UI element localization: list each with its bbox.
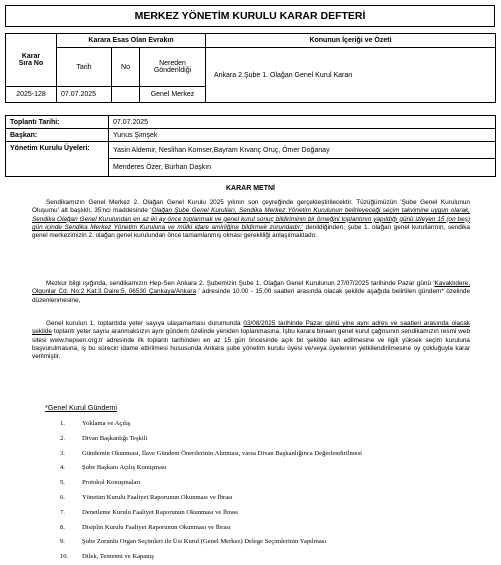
agenda-item: 8. Disiplin Kurulu Faaliyet Raporunun Okunması ve İbrası (60, 523, 231, 531)
agenda-item: 9. Şube Zorunlu Organ Seçimleri ile Üst Kurul (Genel Merkez) Delege Seçimlerinin Yapılması (60, 538, 327, 546)
karar-paragraph-3: Genel kurulun 1. toplantıda yeter sayıya ulaşamaması durumunda 03/08/2025 tarihinde Pazar günü yine aynı adres ve saatleri arasında olacak şekilde toplantı yeter sayısı aranmaksızın aynı gündem özelinde yeniden toplanmasına, İşbu karara binaen genel kurul çağrısının sendikamızın resmi web sitesi www.hepsen.org.tr adresinde ilk toplantı tarihinden en az 15 gün öncesinde açık bir şekilde ilan edilmesine ve ilgili yüksek seçim kuruluna başvurulmasına, iş bu sürecin idame ettirilmesi hususunda Ankara şube yönetim kurulu üyesi ve/veya üyelerinin yetkilendirilmesine oy çokluğuyla karar verilmiştir. (32, 320, 470, 361)
baskan-value: Yunus Şimşek (109, 129, 496, 142)
karar-paragraph-1: Sendikamızın Genel Merkez 2. Olağan Genel Kurulu 2025 yılının son çeyreğinde gerçekleştirilecektir. Tüzüğümüzün 'Şube Genel Kurulunun Oluşumu' alt başlıklı, 35'nci maddesinde 'Olağan Şube Genel Kurulları, Sendika Merkez Yönetim Kurulunun belirleyeceği seçim takvimine uygun olarak, Sendika Olağan Genel Kurulundan en az iki ay önce toplanmak ve genel kurul sonuç bildiriminin bir örneğini toplantının yapıldığı günü izleyen 15 (on beş) gün içinde Sendika Merkez Yönetim Kuruluna ve mülki idare amirliğine bildirmek zorundadır.' denildiğinden, şube 1. olağan genel kurullarının, sendika genel merkezimizin 2. olağan genel kurulundan önce tamamlanmış olması gerekliliği anlaşılmaktadır. (32, 199, 470, 240)
toplanti-tarihi-value: 07.07.2025 (109, 116, 496, 129)
agenda-list (60, 417, 362, 565)
document-title: MERKEZ YÖNETİM KURULU KARAR DEFTERİ (5, 5, 495, 27)
agenda-item: 6. Yönetim Kurulu Faaliyet Raporunun Okunması ve İbrası (60, 493, 233, 501)
agenda-title: *Genel Kurul Gündemi (45, 403, 117, 412)
baskan-label: Başkan: (6, 129, 109, 142)
nereden-column-header: Nereden Gönderildiği (140, 48, 206, 87)
agenda-item: 1. Yoklama ve Açılış (60, 420, 131, 427)
agenda-item: 3. Gündemin Okunması, İlave Gündem Önerilerinin Alınması, varsa Divan Başkanlığınca Değerlendirilmesi (60, 449, 362, 457)
toplanti-tarihi-label: Toplantı Tarihi: (6, 116, 109, 129)
uyeler-line-2: Menderes Özer, Burhan Daşkın (109, 159, 496, 177)
konu-value: Ankara 2.Şube 1. Olağan Genel Kurul Kararı (206, 48, 496, 103)
nereden-value: Genel Merkez (140, 87, 206, 103)
agenda-item: 5. Protokol Konuşmaları (60, 479, 141, 487)
agenda-item: 7. Denetleme Kurulu Faaliyet Raporunun Okunması ve İbrası (60, 508, 239, 516)
karar-sira-no-value: 2025-128 (6, 87, 57, 103)
tarih-value: 07.07.2025 (57, 87, 112, 103)
agenda-item: 4. Şube Başkanı Açılış Konuşması (60, 464, 167, 472)
karar-paragraph-2: Mezkur bilgi ışığında, sendikamızın Hep-Sen Ankara 2. Şubemizin Şube 1. Olağan Genel Kurulunun 27/07/2025 tarihinde Pazar günü 'Kavaklıdere, Olgunlar Cd. No:2 Kat:3 Daire:5, 06530 Çankaya/Ankara ' adresinde 10.00 - 15.00 saatleri arasında olacak şekilde aşağıda belirtilen gündem* özelinde düzenlenmesine, (32, 280, 471, 304)
uyeler-line-1: Yasin Aldemir, Neslihan Komser,Bayram Kıvanç Oruç, Ömer Doğanay (109, 142, 496, 159)
karar-sira-no-header: Karar Sıra No (6, 34, 57, 87)
karar-metni-title: KARAR METNİ (226, 185, 275, 192)
uyeler-label: Yönetim Kurulu Üyeleri: (6, 142, 109, 177)
header-table (5, 33, 496, 103)
no-column-header: No (112, 48, 140, 87)
agenda-item: 10. Dilek, Temenni ve Kapanış (60, 553, 154, 561)
konu-header: Konunun İçeriği ve Özeti (206, 34, 496, 48)
tarih-column-header: Tarih (57, 48, 112, 87)
no-value (112, 87, 140, 103)
evrak-group-header: Karara Esas Olan Evrakın (57, 34, 206, 48)
agenda-item: 2. Divan Başkanlığı Teşkili (60, 434, 148, 442)
meeting-info-table (5, 115, 496, 177)
